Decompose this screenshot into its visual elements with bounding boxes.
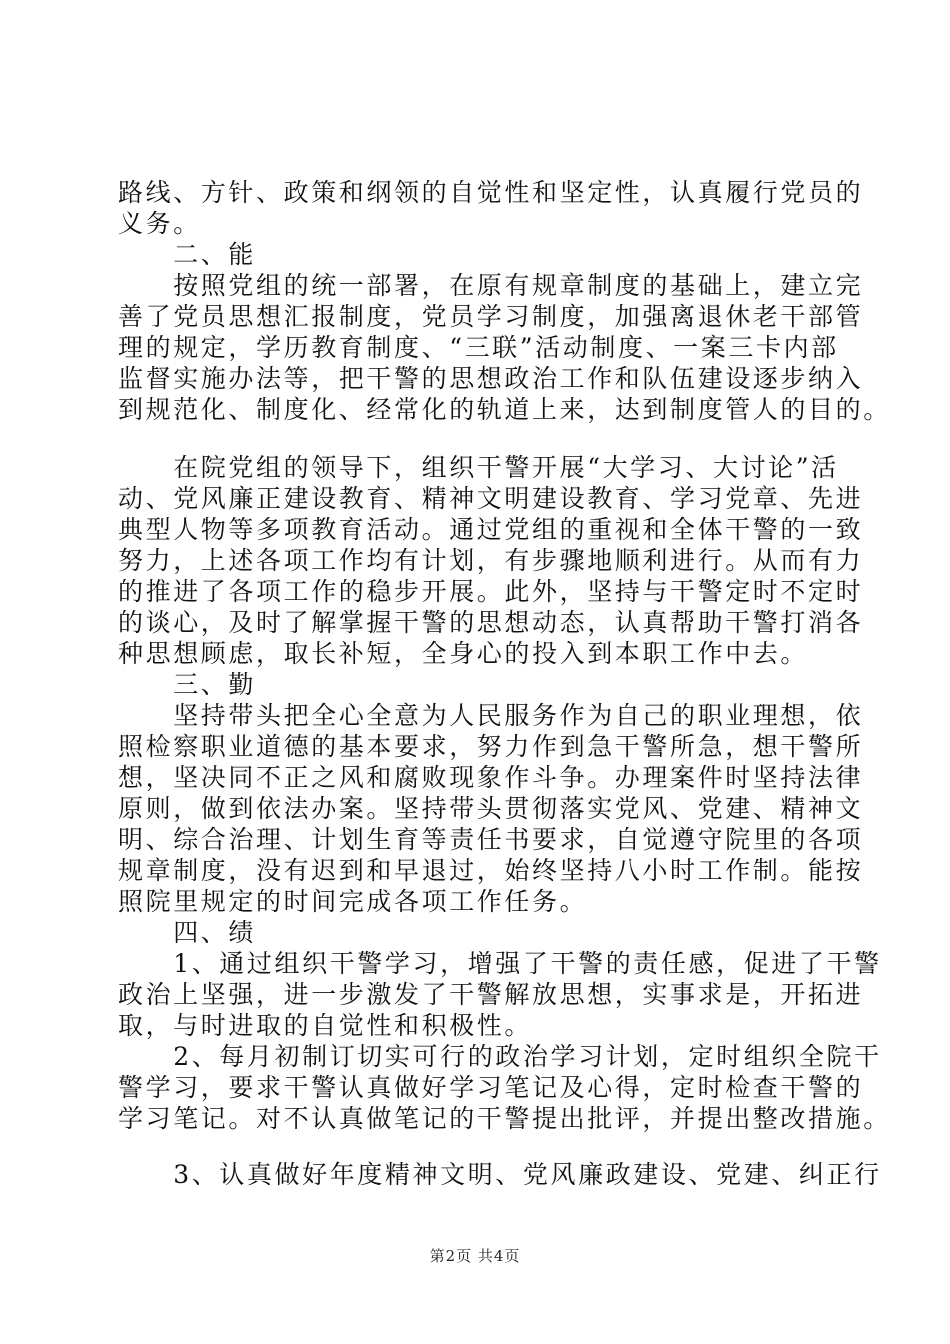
text-line: 善了党员思想汇报制度，党员学习制度，加强离退休老干部管 — [118, 302, 864, 331]
text-line: 规章制度，没有迟到和早退过，始终坚持八小时工作制。能按 — [118, 856, 864, 885]
text-line: 政治上坚强，进一步激发了干警解放思想，实事求是，开拓进 — [118, 980, 864, 1009]
text-line: 学习笔记。对不认真做笔记的干警提出批评，并提出整改措施。 — [118, 1104, 891, 1133]
section-heading: 二、能 — [118, 240, 257, 269]
text-line: 照院里规定的时间完成各项工作任务。 — [118, 887, 588, 916]
text-line: 努力，上述各项工作均有计划，有步骤地顺利进行。从而有力 — [118, 546, 864, 575]
text-line: 2、每月初制订切实可行的政治学习计划，定时组织全院干 — [118, 1042, 882, 1071]
text-line: 路线、方针、政策和纲领的自觉性和坚定性，认真履行党员的 — [118, 178, 864, 207]
text-line: 坚持带头把全心全意为人民服务作为自己的职业理想，依 — [118, 701, 864, 730]
page-number: 第2页 共4页 — [429, 1247, 521, 1265]
text-line: 1、通过组织干警学习，增强了干警的责任感，促进了干警 — [118, 949, 882, 978]
text-line: 动、党风廉正建设教育、精神文明建设教育、学习党章、先进 — [118, 484, 864, 513]
text-line: 种思想顾虑，取长补短，全身心的投入到本职工作中去。 — [118, 639, 809, 668]
text-line: 义务。 — [118, 209, 201, 238]
text-line: 典型人物等多项教育活动。通过党组的重视和全体干警的一致 — [118, 515, 864, 544]
text-line: 理的规定，学历教育制度、“三联”活动制度、一案三卡内部 — [118, 333, 839, 362]
text-line: 想，坚决同不正之风和腐败现象作斗争。办理案件时坚持法律 — [118, 763, 864, 792]
text-line: 警学习，要求干警认真做好学习笔记及心得，定时检查干警的 — [118, 1073, 864, 1102]
text-line: 按照党组的统一部署，在原有规章制度的基础上，建立完 — [118, 271, 864, 300]
text-line: 监督实施办法等，把干警的思想政治工作和队伍建设逐步纳入 — [118, 364, 864, 393]
text-line: 到规范化、制度化、经常化的轨道上来，达到制度管人的目的。 — [118, 395, 891, 424]
text-line: 取，与时进取的自觉性和积极性。 — [118, 1011, 533, 1040]
text-line: 的谈心，及时了解掌握干警的思想动态，认真帮助干警打消各 — [118, 608, 864, 637]
text-line: 在院党组的领导下，组织干警开展“大学习、大讨论”活 — [118, 453, 839, 482]
text-line: 原则，做到依法办案。坚持带头贯彻落实党风、党建、精神文 — [118, 794, 864, 823]
section-heading: 四、绩 — [118, 918, 257, 947]
text-line: 3、认真做好年度精神文明、党风廉政建设、党建、纠正行 — [118, 1160, 882, 1189]
text-line: 明、综合治理、计划生育等责任书要求，自觉遵守院里的各项 — [118, 825, 864, 854]
section-heading: 三、勤 — [118, 670, 257, 699]
text-line: 的推进了各项工作的稳步开展。此外，坚持与干警定时不定时 — [118, 577, 864, 606]
text-line: 照检察职业道德的基本要求，努力作到急干警所急，想干警所 — [118, 732, 864, 761]
